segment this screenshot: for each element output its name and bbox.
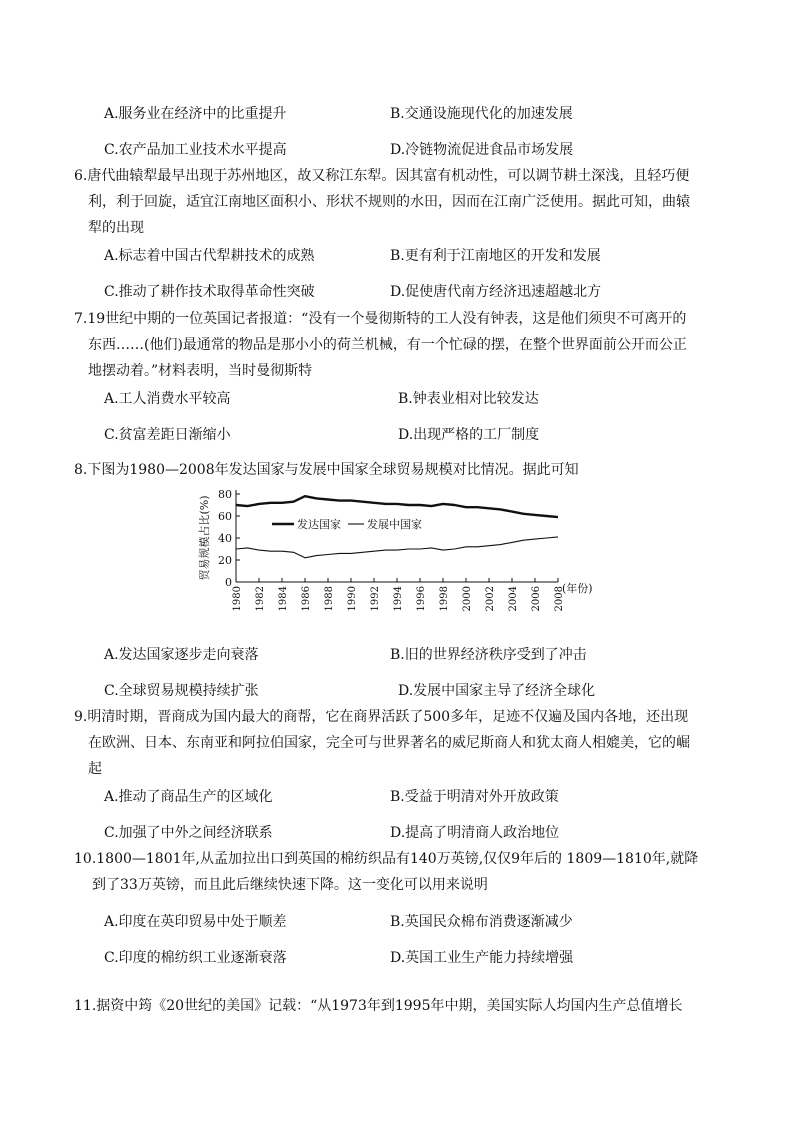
legend-label-developed: 发达国家 — [297, 518, 341, 531]
q7-option-c: C.贫富差距日渐缩小 — [104, 427, 231, 443]
x-tick-label: 1998 — [439, 586, 450, 612]
q6-option-d: D.促使唐代南方经济迅速超越北方 — [390, 284, 602, 300]
q8-option-a: A.发达国家逐步走向衰落 — [104, 647, 259, 663]
q7-stem-line-3: 地摆动着。”材料表明，当时曼彻斯特 — [88, 363, 313, 379]
q10-option-b: B.英国民众棉布消费逐渐减少 — [390, 914, 573, 930]
q9-stem-line-1: 9.明清时期，晋商成为国内最大的商帮，它在商界活跃了500多年，足迹不仅遍及国内各地，还出现 — [74, 709, 689, 725]
legend-label-developing: 发展中国家 — [367, 518, 422, 531]
x-tick-label: 2000 — [462, 586, 473, 612]
q7-option-d: D.出现严格的工厂制度 — [398, 427, 540, 443]
y-tick-label: 80 — [218, 488, 232, 501]
x-tick-label: 1990 — [347, 586, 358, 612]
q10-option-c: C.印度的棉纺织工业逐渐衰落 — [104, 950, 287, 966]
y-tick-label: 20 — [218, 554, 232, 567]
x-tick-label: 1988 — [324, 586, 335, 612]
q10-stem-line-1: 10.1800—1801年,从孟加拉出口到英国的棉纺织品有140万英镑,仅仅9年后的 1809—1810年,就降 — [74, 851, 699, 867]
x-tick-label: 1996 — [416, 586, 427, 612]
q7-option-b: B.钟表业相对比较发达 — [398, 391, 539, 407]
x-tick-label: 1980 — [232, 586, 243, 612]
x-tick-label: 2006 — [531, 586, 542, 612]
q7-option-a: A.工人消费水平较高 — [104, 391, 231, 407]
chart-svg — [196, 482, 616, 634]
x-tick-label: 2008 — [554, 586, 565, 612]
q9-option-a: A.推动了商品生产的区域化 — [104, 789, 273, 805]
series-line-2 — [236, 537, 558, 558]
x-tick-label: 2004 — [508, 586, 519, 612]
q6-option-c: C.推动了耕作技术取得革命性突破 — [104, 284, 315, 300]
y-tick-label: 60 — [218, 510, 232, 523]
q5-option-a: A.服务业在经济中的比重提升 — [104, 106, 287, 122]
x-tick-label: 1982 — [255, 586, 266, 612]
q6-stem-line-1: 6.唐代曲辕犁最早出现于苏州地区，故又称江东犁。因其富有机动性，可以调节耕土深浅，且轻巧便 — [74, 168, 690, 184]
q6-option-b: B.更有利于江南地区的开发和发展 — [390, 248, 601, 264]
q6-stem-line-3: 犁的出现 — [88, 220, 144, 236]
x-tick-label: 1992 — [370, 586, 381, 612]
q8-option-b: B.旧的世界经济秩序受到了冲击 — [390, 647, 587, 663]
q9-option-b: B.受益于明清对外开放政策 — [390, 789, 559, 805]
q5-option-b: B.交通设施现代化的加速发展 — [390, 106, 573, 122]
q10-option-a: A.印度在英印贸易中处于顺差 — [104, 914, 287, 930]
q9-option-c: C.加强了中外之间经济联系 — [104, 825, 273, 841]
q10-stem-line-2: 到了33万英镑，而且此后继续快速下降。这一变化可以用来说明 — [92, 877, 488, 893]
q5-option-d: D.冷链物流促进食品市场发展 — [390, 142, 574, 158]
q7-stem-line-1: 7.19世纪中期的一位英国记者报道：“没有一个曼彻斯特的工人没有钟表，这是他们须臾不可离开的 — [74, 311, 687, 327]
q11-stem-line-1: 11.据资中筠《20世纪的美国》记载：“从1973年到1995年中期，美国实际人均国内生产总值增长 — [74, 998, 683, 1014]
q6-option-a: A.标志着中国古代犁耕技术的成熟 — [104, 248, 315, 264]
x-tick-label: 2002 — [485, 586, 496, 612]
series-line-1 — [236, 496, 558, 517]
y-tick-label: 0 — [225, 576, 232, 589]
q9-stem-line-3: 起 — [88, 761, 102, 777]
x-tick-label: 1984 — [278, 586, 289, 612]
q6-stem-line-2: 利，利于回旋，适宜江南地区面积小、形状不规则的水田，因而在江南广泛使用。据此可知，曲辕 — [88, 194, 690, 210]
q9-option-d: D.提高了明清商人政治地位 — [390, 825, 560, 841]
q10-option-d: D.英国工业生产能力持续增强 — [390, 950, 574, 966]
q8-option-d: D.发展中国家主导了经济全球化 — [398, 683, 596, 699]
x-tick-label: 1994 — [393, 586, 404, 612]
x-axis-title: (年份) — [562, 582, 593, 595]
x-tick-label: 1986 — [301, 586, 312, 612]
q7-stem-line-2: 东西……(他们)最通常的物品是那小小的荷兰机械，有一个忙碌的摆，在整个世界面前公开而公正 — [88, 337, 687, 353]
y-axis-title: 贸易规模占比(%) — [198, 495, 211, 581]
q8-stem: 8.下图为1980—2008年发达国家与发展中国家全球贸易规模对比情况。据此可知 — [74, 462, 579, 478]
q8-option-c: C.全球贸易规模持续扩张 — [104, 683, 259, 699]
q5-option-c: C.农产品加工业技术水平提高 — [104, 142, 287, 158]
q9-stem-line-2: 在欧洲、日本、东南亚和阿拉伯国家，完全可与世界著名的威尼斯商人和犹太商人相媲美，它的崛 — [88, 735, 690, 751]
trade-share-line-chart — [196, 482, 616, 634]
y-tick-label: 40 — [218, 532, 232, 545]
